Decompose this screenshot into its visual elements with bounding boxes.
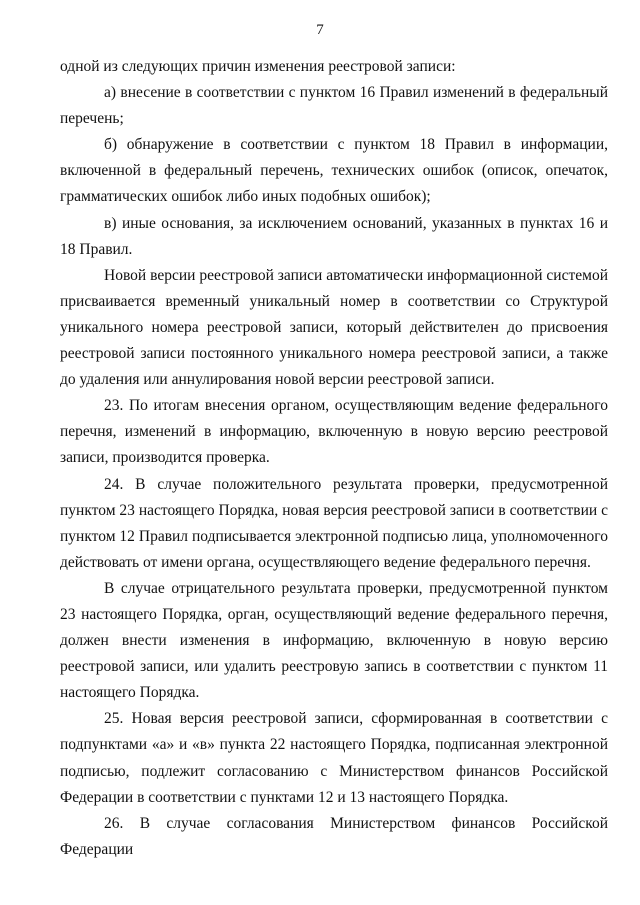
paragraph-subitem-a: а) внесение в соответствии с пунктом 16 Правил изменений в федеральный перечень; — [60, 84, 608, 128]
paragraph-item-23: 23. По итогам внесения органом, осуществляющим ведение федерального перечня, изменений в информацию, включенную в новую версию реестровой записи, производится проверка. — [60, 397, 608, 467]
paragraph-item-26: 26. В случае согласования Министерством финансов Российской Федерации — [60, 814, 608, 858]
paragraph-continuation: одной из следующих причин изменения реестровой записи: — [60, 58, 456, 75]
paragraph-subitem-b: б) обнаружение в соответствии с пунктом 18 Правил в информации, включенной в федеральный перечень, технических ошибок (описок, опечаток, грамматических ошибок либо иных подобных ошибок); — [60, 136, 608, 206]
document-body — [60, 54, 608, 863]
paragraph-item-25: 25. Новая версия реестровой записи, сформированная в соответствии с подпунктами «а» и «в» пункта 22 настоящего Порядка, подписанная электронной подписью, подлежит согласованию с Министерством финансов Российской Федерации в соответствии с пунктами 12 и 13 настоящего Порядка. — [60, 710, 608, 806]
paragraph-item-24: 24. В случае положительного результата проверки, предусмотренной пунктом 23 настоящего Порядка, новая версия реестровой записи в соответствии с пунктом 12 Правил подписывается электронной подписью лица, уполномоченного действовать от имени органа, осуществляющего ведение федерального перечня. — [60, 475, 608, 571]
page-number: 7 — [316, 22, 324, 38]
paragraph-subitem-v: в) иные основания, за исключением оснований, указанных в пунктах 16 и 18 Правил. — [60, 214, 608, 258]
paragraph-negative-result: В случае отрицательного результата проверки, предусмотренной пунктом 23 настоящего Порядка, орган, осуществляющий ведение федерального перечня, должен внести изменения в информацию, включенную в новую версию реестровой записи, или удалить реестровую запись в соответствии с пунктом 11 настоящего Порядка. — [60, 579, 608, 702]
paragraph-temporary-number: Новой версии реестровой записи автоматически информационной системой присваивается временный уникальный номер в соответствии со Структурой уникального номера реестровой записи, который действителен до присвоения реестровой записи постоянного уникального номера реестровой записи, а также до удаления или аннулирования новой версии реестровой записи. — [60, 266, 608, 389]
